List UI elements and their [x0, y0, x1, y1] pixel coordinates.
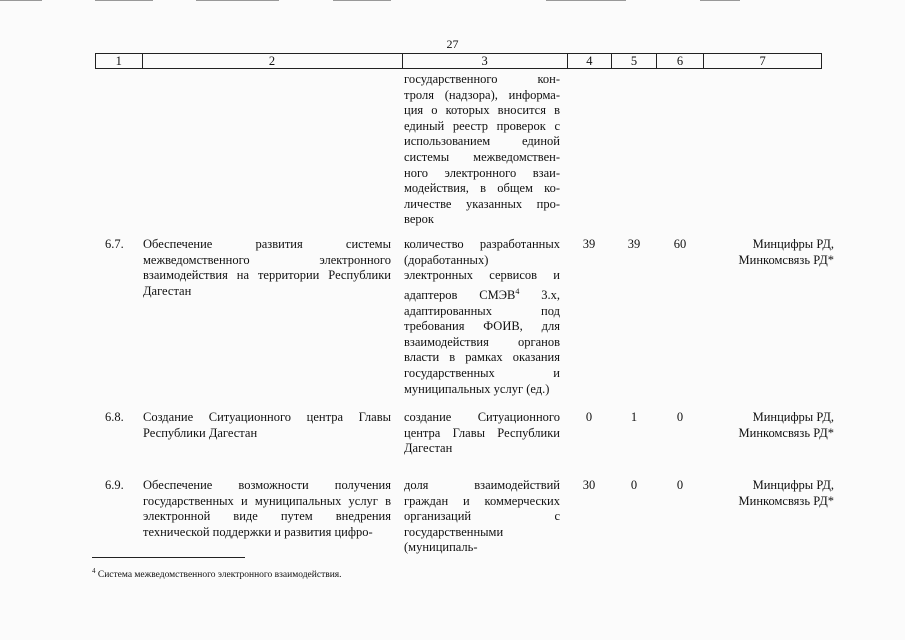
responsible-line: Минцифры РД, [752, 237, 834, 251]
responsible [700, 478, 834, 509]
value-col5: 39 [627, 237, 641, 251]
column-header: 6 [656, 54, 704, 69]
responsible-line: Минкомсвязь РД* [738, 252, 834, 267]
scan-artifact [196, 0, 279, 1]
responsible [700, 237, 834, 268]
indicator-text [404, 237, 560, 397]
value-col6: 0 [676, 478, 684, 492]
column-header: 2 [142, 54, 402, 69]
scan-artifact [546, 0, 626, 1]
text-line: личестве указанных про- [404, 196, 560, 211]
scan-artifact [700, 0, 740, 1]
measure-text: Создание Ситуационного центра Главы Республики Дагестан [143, 410, 391, 440]
measure-text: Обеспечение возможности получения государственных и муниципальных услуг в электронной виде путем внедрения технической поддержки и развития цифро- [143, 478, 391, 539]
responsible-line: Минцифры РД, [752, 478, 834, 492]
page-number: 27 [446, 37, 459, 51]
value-col6: 0 [676, 410, 684, 424]
scan-artifact [333, 0, 391, 1]
continuation-indicator [404, 72, 560, 228]
responsible-line: Минкомсвязь РД* [738, 425, 834, 440]
text-line: ция о которых вносится в [404, 103, 560, 118]
value-col4: 30 [582, 478, 596, 492]
text-line: единый реестр проверок с [404, 118, 560, 133]
value-col6: 60 [673, 237, 687, 251]
footnote [92, 567, 342, 580]
text-line: троля (надзора), информа- [404, 87, 560, 102]
text-line: ного электронного взаи- [404, 165, 560, 180]
row-number: 6.8. [105, 410, 124, 424]
footnote-divider [92, 557, 245, 558]
value-col4: 0 [585, 410, 593, 424]
row-number: 6.9. [105, 478, 124, 492]
text-line: верок [404, 212, 434, 227]
column-header: 3 [402, 54, 567, 69]
column-header: 4 [567, 54, 612, 69]
column-header: 5 [612, 54, 657, 69]
indicator-text-part: 3.x, адаптированных под требования ФОИВ, для взаимодействия органов власти в рамках оказания государственных и муниципальных услуг (ед.) [404, 287, 560, 396]
text-line: системы межведомствен- [404, 149, 560, 164]
column-header-row [95, 53, 822, 69]
scan-artifact [95, 0, 153, 1]
scan-artifact [0, 0, 42, 1]
footnote-marker: 4 [515, 286, 520, 296]
text-line: использованием единой [404, 134, 560, 149]
indicator-text: доля взаимодействий граждан и коммерческих организаций с государственными (муниципаль- [404, 478, 560, 555]
text-line: модействия, в общем ко- [404, 181, 560, 196]
value-col5: 0 [630, 478, 638, 492]
row-number: 6.7. [105, 237, 124, 251]
responsible-line: Минкомсвязь РД* [738, 493, 834, 508]
measure-text: Обеспечение развития системы межведомственного электронного взаимодействия на территории Республики Дагестан [143, 237, 391, 298]
column-header: 1 [96, 54, 143, 69]
column-header: 7 [704, 54, 822, 69]
value-col4: 39 [582, 237, 596, 251]
indicator-text-part: количество разработанных (доработанных) электронных сервисов и адаптеров СМЭВ [404, 237, 560, 302]
footnote-marker: 4 [92, 567, 96, 575]
indicator-text: создание Ситуационного центра Главы Республики Дагестан [404, 410, 560, 456]
value-col5: 1 [630, 410, 638, 424]
text-line: государственного кон- [404, 72, 560, 86]
responsible [700, 410, 834, 441]
responsible-line: Минцифры РД, [752, 410, 834, 424]
footnote-text: Система межведомственного электронного взаимодействия. [95, 570, 342, 581]
